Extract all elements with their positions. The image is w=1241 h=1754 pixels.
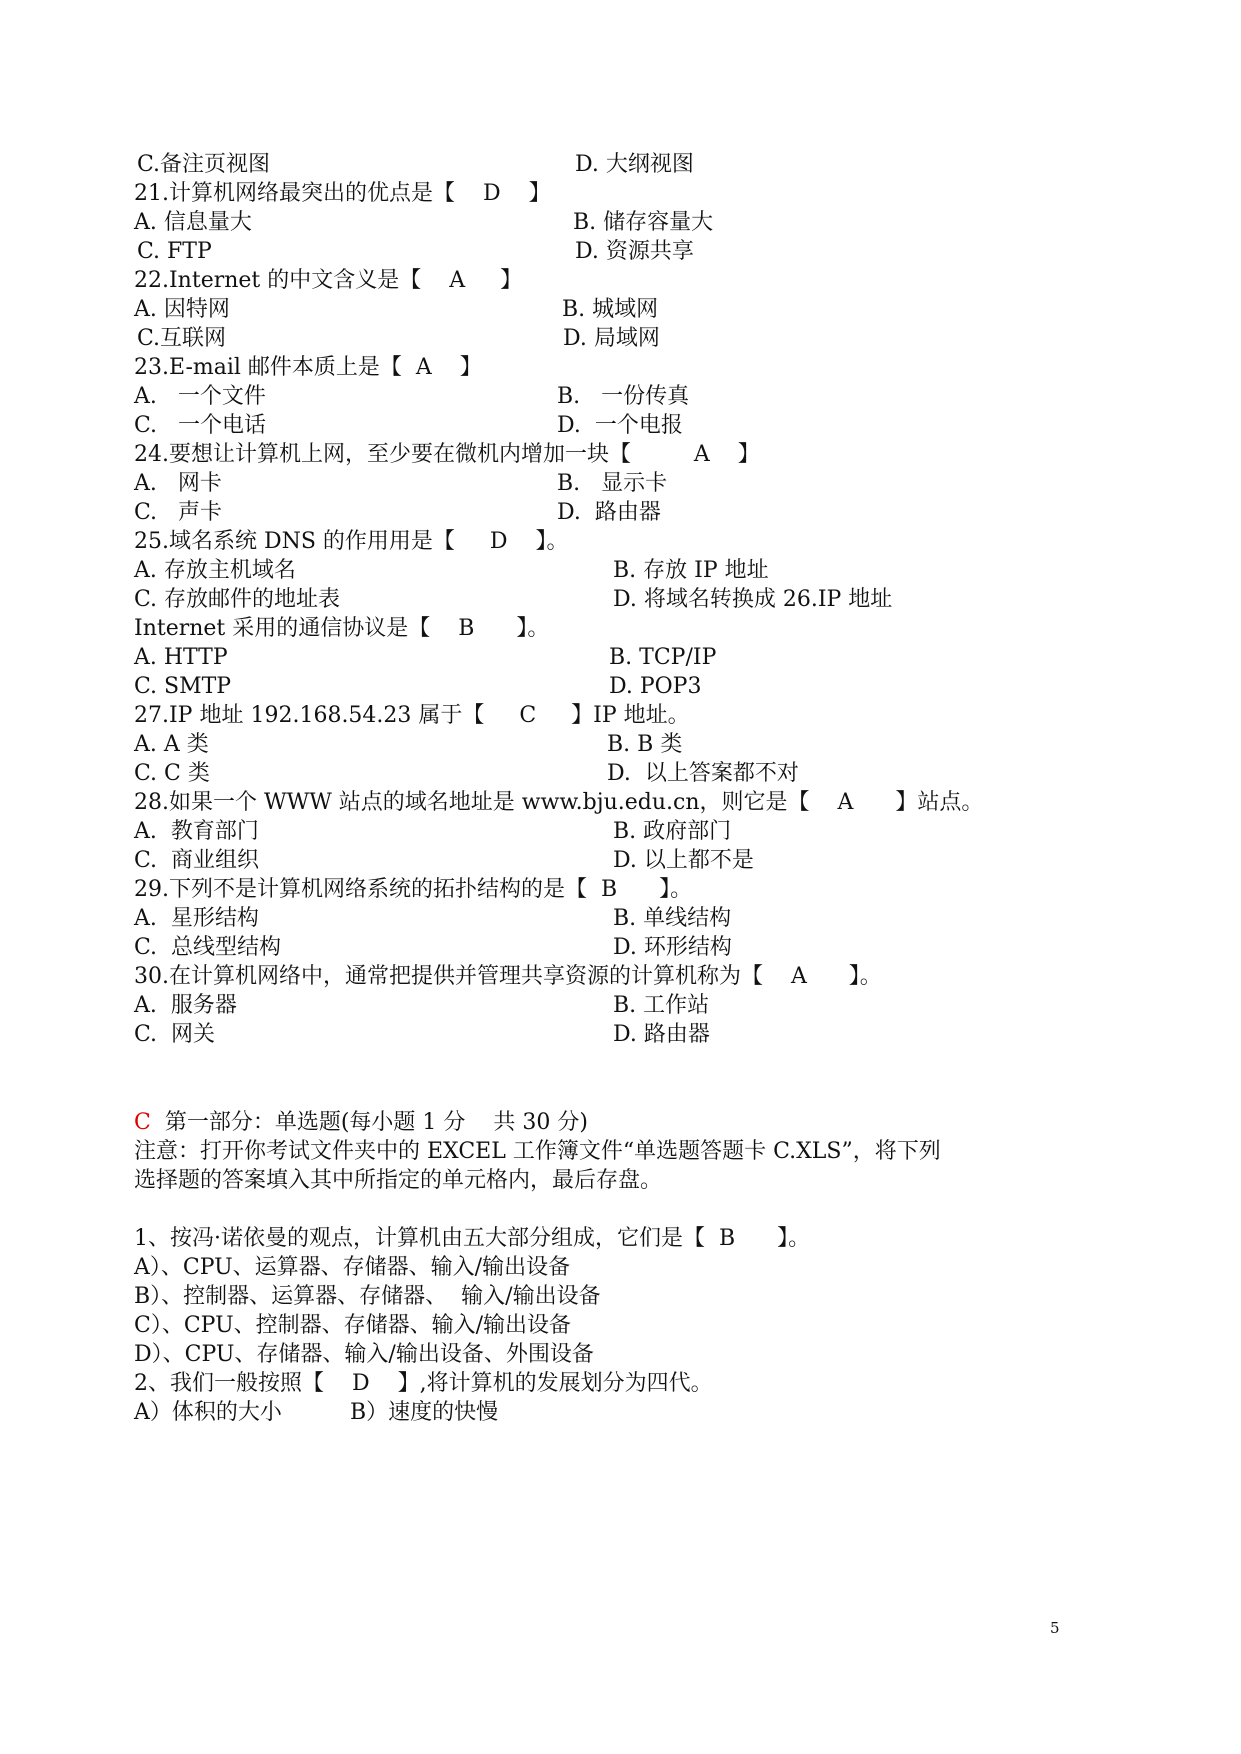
note-text: 选择题的答案填入其中所指定的单元格内，最后存盘。 <box>134 1168 663 1193</box>
option-left: C. 网关 <box>134 1022 216 1047</box>
option-right: B. 一份传真 <box>557 384 690 409</box>
page-number: 5 <box>1050 1619 1060 1637</box>
section-note-2 <box>0 1164 1241 1197</box>
option-right: D. 大纲视图 <box>575 152 694 177</box>
option-right: D. 环形结构 <box>613 935 732 960</box>
question-text: 28.如果一个 WWW 站点的域名地址是 www.bju.edu.cn，则它是【 A 】站点。 <box>134 790 984 815</box>
option-text: B）、控制器、运算器、存储器、 输入/输出设备 <box>134 1284 601 1309</box>
option-right: B. 政府部门 <box>613 819 732 844</box>
option-right: D. 局域网 <box>563 326 660 351</box>
question-text: 29.下列不是计算机网络系统的拓扑结构的是【 B 】。 <box>134 877 693 902</box>
option-right: D. 资源共享 <box>575 239 694 264</box>
option-right: D. 以上答案都不对 <box>607 761 799 786</box>
option-right: D. POP3 <box>609 674 702 699</box>
option-right: B. B 类 <box>607 732 683 757</box>
option-right: B. TCP/IP <box>609 645 717 670</box>
option-left: C. 一个电话 <box>134 413 267 438</box>
option-left: C.互联网 <box>137 326 227 351</box>
option-left: A. 服务器 <box>134 993 237 1018</box>
option-left: C. FTP <box>137 239 212 264</box>
option-left: A. 因特网 <box>134 297 230 322</box>
option-right: B. 单线结构 <box>613 906 732 931</box>
option-right: B. 存放 IP 地址 <box>613 558 769 583</box>
option-left: C. 总线型结构 <box>134 935 282 960</box>
question-text: 21.计算机网络最突出的优点是【 D 】 <box>134 181 551 206</box>
option-right: D. 路由器 <box>613 1022 710 1047</box>
line-31 <box>0 1018 1241 1051</box>
option-left: C. C 类 <box>134 761 210 786</box>
question-text: Internet 采用的通信协议是【 B 】。 <box>134 616 550 641</box>
option-left: A. 信息量大 <box>134 210 252 235</box>
option-left: A. HTTP <box>134 645 228 670</box>
question-text: 23.E-mail 邮件本质上是【 A 】 <box>134 355 482 380</box>
option-line <box>0 1396 1241 1429</box>
question-text: 1、按冯·诺依曼的观点，计算机由五大部分组成，它们是【 B 】。 <box>134 1226 811 1251</box>
option-left: A. 存放主机域名 <box>134 558 296 583</box>
option-left: A. 教育部门 <box>134 819 259 844</box>
section-letter: C <box>134 1110 151 1135</box>
option-right: B. 城域网 <box>562 297 659 322</box>
section-title: 第一部分：单选题(每小题 1 分 共 30 分) <box>150 1110 588 1135</box>
option-right: B）速度的快慢 <box>350 1400 499 1425</box>
option-right: D. 一个电报 <box>557 413 683 438</box>
option-text: D）、CPU、存储器、输入/输出设备、外围设备 <box>134 1342 594 1367</box>
question-text: 2、我们一般按照【 D 】,将计算机的发展划分为四代。 <box>134 1371 713 1396</box>
option-right: B. 储存容量大 <box>573 210 714 235</box>
option-right: B. 工作站 <box>613 993 710 1018</box>
option-left: C.备注页视图 <box>137 152 271 177</box>
option-left: C. 存放邮件的地址表 <box>134 587 341 612</box>
question-text: 30.在计算机网络中，通常把提供并管理共享资源的计算机称为【 A 】。 <box>134 964 882 989</box>
question-text: 27.IP 地址 192.168.54.23 属于【 C 】IP 地址。 <box>134 703 690 728</box>
option-right: D. 将域名转换成 26.IP 地址 <box>613 587 893 612</box>
option-left: A. A 类 <box>134 732 209 757</box>
note-text: 注意：打开你考试文件夹中的 EXCEL 工作簿文件“单选题答题卡 C.XLS”，将下列 <box>134 1139 941 1164</box>
option-right: D. 路由器 <box>557 500 661 525</box>
question-text: 22.Internet 的中文含义是【 A 】 <box>134 268 523 293</box>
option-left: C. SMTP <box>134 674 232 699</box>
option-right: D. 以上都不是 <box>613 848 754 873</box>
option-left: A. 星形结构 <box>134 906 259 931</box>
option-left: C. 商业组织 <box>134 848 260 873</box>
option-text: A）、CPU、运算器、存储器、输入/输出设备 <box>134 1255 571 1280</box>
question-text: 24.要想让计算机上网，至少要在微机内增加一块【 A 】 <box>134 442 760 467</box>
option-text: C）、CPU、控制器、存储器、输入/输出设备 <box>134 1313 572 1338</box>
option-left: A. 一个文件 <box>134 384 266 409</box>
option-left: C. 声卡 <box>134 500 223 525</box>
question-text: 25.域名系统 DNS 的作用用是【 D 】。 <box>134 529 569 554</box>
option-right: B. 显示卡 <box>557 471 668 496</box>
option-left: A）体积的大小 <box>134 1400 282 1425</box>
option-left: A. 网卡 <box>134 471 222 496</box>
